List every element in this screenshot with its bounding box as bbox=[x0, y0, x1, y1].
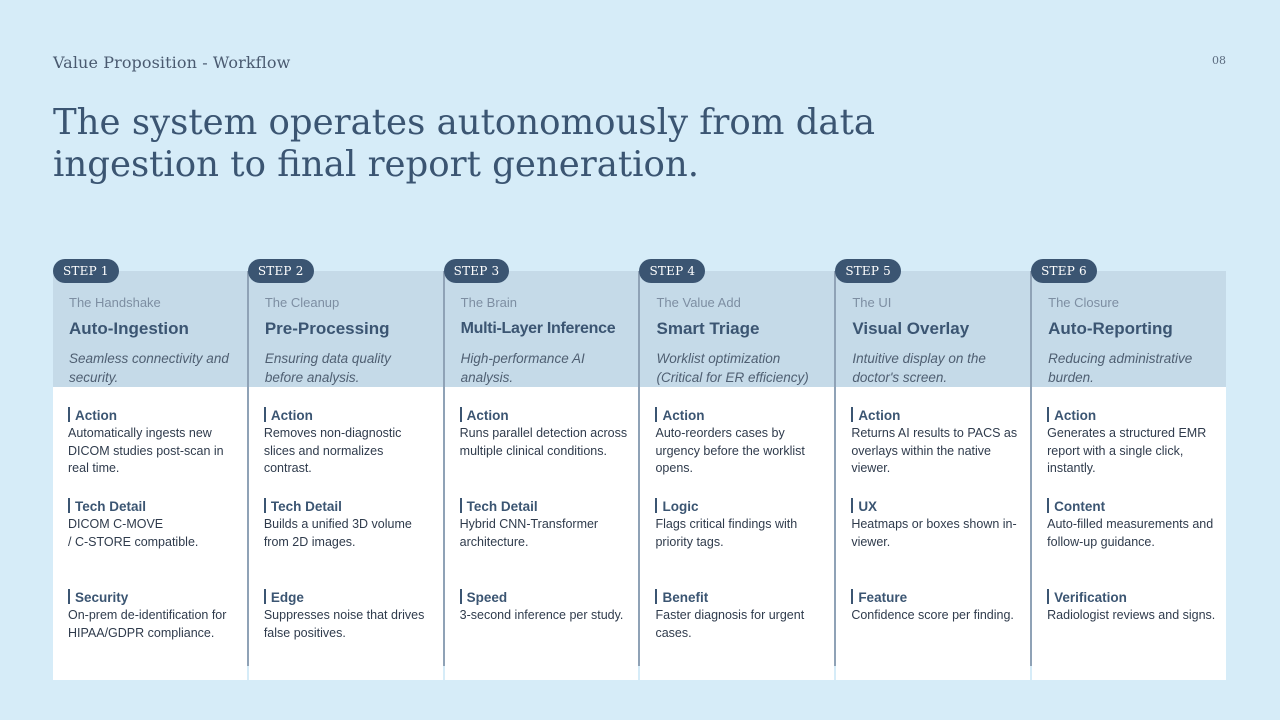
detail-text: Faster diagnosis for urgent cases. bbox=[655, 608, 805, 640]
detail-label: Action bbox=[75, 408, 117, 423]
accent-bar bbox=[1047, 498, 1049, 513]
step-detail bbox=[851, 498, 1022, 576]
workflow-steps bbox=[53, 264, 1226, 666]
step-detail bbox=[655, 498, 826, 576]
detail-label: UX bbox=[858, 499, 878, 514]
accent-bar bbox=[655, 498, 657, 513]
detail-text: Flags critical findings with priority tags. bbox=[655, 517, 798, 549]
accent-bar bbox=[264, 498, 266, 513]
accent-bar bbox=[655, 589, 657, 604]
detail-text: Auto-filled measurements and follow-up guidance. bbox=[1047, 517, 1214, 549]
step-header bbox=[445, 271, 639, 387]
detail-text: Hybrid CNN-Transformer architecture. bbox=[459, 517, 599, 549]
detail-text: Generates a structured EMR report with a single click, instantly. bbox=[1047, 426, 1207, 475]
detail-text: On-prem de-identification for HIPAA/GDPR compliance. bbox=[68, 608, 227, 640]
detail-label: Action bbox=[662, 408, 705, 423]
step-subtitle: The Closure bbox=[1048, 295, 1119, 310]
step-subtitle: The Cleanup bbox=[264, 295, 340, 310]
accent-bar bbox=[68, 498, 70, 513]
step-tagline: Reducing administrative burden. bbox=[1048, 351, 1193, 385]
step-tagline: Seamless connectivity and security. bbox=[69, 351, 229, 385]
page-number: 08 bbox=[1212, 54, 1226, 67]
step-detail bbox=[68, 407, 239, 485]
accent-bar bbox=[655, 407, 657, 422]
step-badge: STEP 1 bbox=[53, 259, 119, 283]
step-tagline: Intuitive display on the doctor's screen. bbox=[852, 351, 986, 385]
detail-label: Benefit bbox=[662, 590, 709, 605]
step-body bbox=[1032, 387, 1226, 680]
detail-label: Verification bbox=[1054, 590, 1127, 605]
step-subtitle: The Value Add bbox=[656, 295, 741, 310]
step-title: Auto-Ingestion bbox=[69, 319, 189, 338]
detail-text: Heatmaps or boxes shown in-viewer. bbox=[851, 517, 1017, 549]
detail-label: Feature bbox=[858, 590, 908, 605]
accent-bar bbox=[460, 589, 462, 604]
step-detail bbox=[1047, 589, 1218, 667]
step-card-1 bbox=[53, 264, 247, 666]
accent-bar bbox=[1047, 407, 1049, 422]
detail-label: Edge bbox=[270, 590, 304, 605]
detail-label: Tech Detail bbox=[75, 499, 147, 514]
step-subtitle: The Handshake bbox=[69, 295, 161, 310]
step-detail bbox=[655, 407, 826, 485]
detail-label: Logic bbox=[662, 499, 699, 514]
step-tagline: High-performance AI analysis. bbox=[460, 351, 585, 385]
step-detail bbox=[264, 589, 435, 667]
step-badge: STEP 4 bbox=[639, 259, 705, 283]
detail-text: Auto-reorders cases by urgency before the worklist opens. bbox=[655, 426, 805, 475]
accent-bar bbox=[68, 407, 70, 422]
step-title: Multi-Layer Inference bbox=[460, 320, 616, 337]
step-badge: STEP 6 bbox=[1031, 259, 1097, 283]
accent-bar bbox=[460, 407, 462, 422]
step-header bbox=[53, 271, 247, 387]
step-header bbox=[1032, 271, 1226, 387]
step-header bbox=[249, 271, 443, 387]
detail-label: Action bbox=[1054, 408, 1097, 423]
detail-text: Runs parallel detection across multiple clinical conditions. bbox=[459, 426, 628, 458]
detail-label: Content bbox=[1054, 499, 1106, 514]
accent-bar bbox=[68, 589, 70, 604]
step-card-4 bbox=[638, 264, 834, 666]
step-badge: STEP 3 bbox=[444, 259, 510, 283]
detail-text: Confidence score per finding. bbox=[851, 608, 1014, 622]
section-label: Value Proposition - Workflow bbox=[53, 53, 291, 72]
step-badge: STEP 2 bbox=[248, 259, 314, 283]
detail-label: Action bbox=[466, 408, 509, 423]
step-tagline: Ensuring data quality before analysis. bbox=[264, 351, 391, 385]
step-detail bbox=[264, 498, 435, 576]
step-title: Auto-Reporting bbox=[1048, 319, 1173, 338]
page-headline: The system operates autonomously from data ingestion to final report generation. bbox=[53, 102, 876, 185]
detail-label: Speed bbox=[466, 590, 508, 605]
step-detail bbox=[851, 589, 1022, 667]
detail-text: Automatically ingests new DICOM studies post-scan in real time. bbox=[68, 426, 224, 475]
step-subtitle: The Brain bbox=[460, 295, 518, 310]
step-body bbox=[249, 387, 443, 680]
step-detail bbox=[68, 498, 239, 576]
accent-bar bbox=[264, 407, 266, 422]
step-badge: STEP 5 bbox=[835, 259, 901, 283]
step-card-6 bbox=[1030, 264, 1226, 666]
detail-text: DICOM C-MOVE / C-STORE compatible. bbox=[68, 517, 199, 549]
detail-label: Security bbox=[75, 590, 129, 605]
detail-label: Action bbox=[858, 408, 901, 423]
detail-text: Suppresses noise that drives false positives. bbox=[263, 608, 425, 640]
step-detail bbox=[1047, 407, 1218, 485]
detail-label: Tech Detail bbox=[270, 499, 342, 514]
accent-bar bbox=[460, 498, 462, 513]
step-detail bbox=[851, 407, 1022, 485]
step-detail bbox=[1047, 498, 1218, 576]
accent-bar bbox=[1047, 589, 1049, 604]
detail-text: Removes non-diagnostic slices and normalizes contrast. bbox=[263, 426, 402, 475]
accent-bar bbox=[264, 589, 266, 604]
step-title: Smart Triage bbox=[656, 319, 760, 338]
step-body bbox=[445, 387, 639, 680]
step-card-3 bbox=[443, 264, 639, 666]
step-body bbox=[640, 387, 834, 680]
step-card-2 bbox=[247, 264, 443, 666]
step-body bbox=[836, 387, 1030, 680]
step-header bbox=[836, 271, 1030, 387]
step-subtitle: The UI bbox=[852, 295, 892, 310]
step-detail bbox=[264, 407, 435, 485]
step-header bbox=[640, 271, 834, 387]
step-tagline: Worklist optimization (Critical for ER efficiency) bbox=[656, 351, 809, 385]
detail-text: Returns AI results to PACS as overlays within the native viewer. bbox=[851, 426, 1018, 475]
accent-bar bbox=[851, 498, 853, 513]
detail-label: Tech Detail bbox=[466, 499, 538, 514]
step-detail bbox=[460, 407, 631, 485]
step-detail bbox=[460, 498, 631, 576]
detail-text: 3-second inference per study. bbox=[459, 608, 624, 622]
step-card-5 bbox=[834, 264, 1030, 666]
detail-text: Radiologist reviews and signs. bbox=[1047, 608, 1216, 622]
accent-bar bbox=[851, 407, 853, 422]
step-detail bbox=[655, 589, 826, 667]
step-title: Pre-Processing bbox=[264, 319, 390, 338]
accent-bar bbox=[851, 589, 853, 604]
detail-label: Action bbox=[270, 408, 313, 423]
step-detail bbox=[68, 589, 239, 667]
step-title: Visual Overlay bbox=[852, 319, 970, 338]
detail-text: Builds a unified 3D volume from 2D images. bbox=[263, 517, 412, 549]
step-body bbox=[53, 387, 247, 680]
step-detail bbox=[460, 589, 631, 667]
